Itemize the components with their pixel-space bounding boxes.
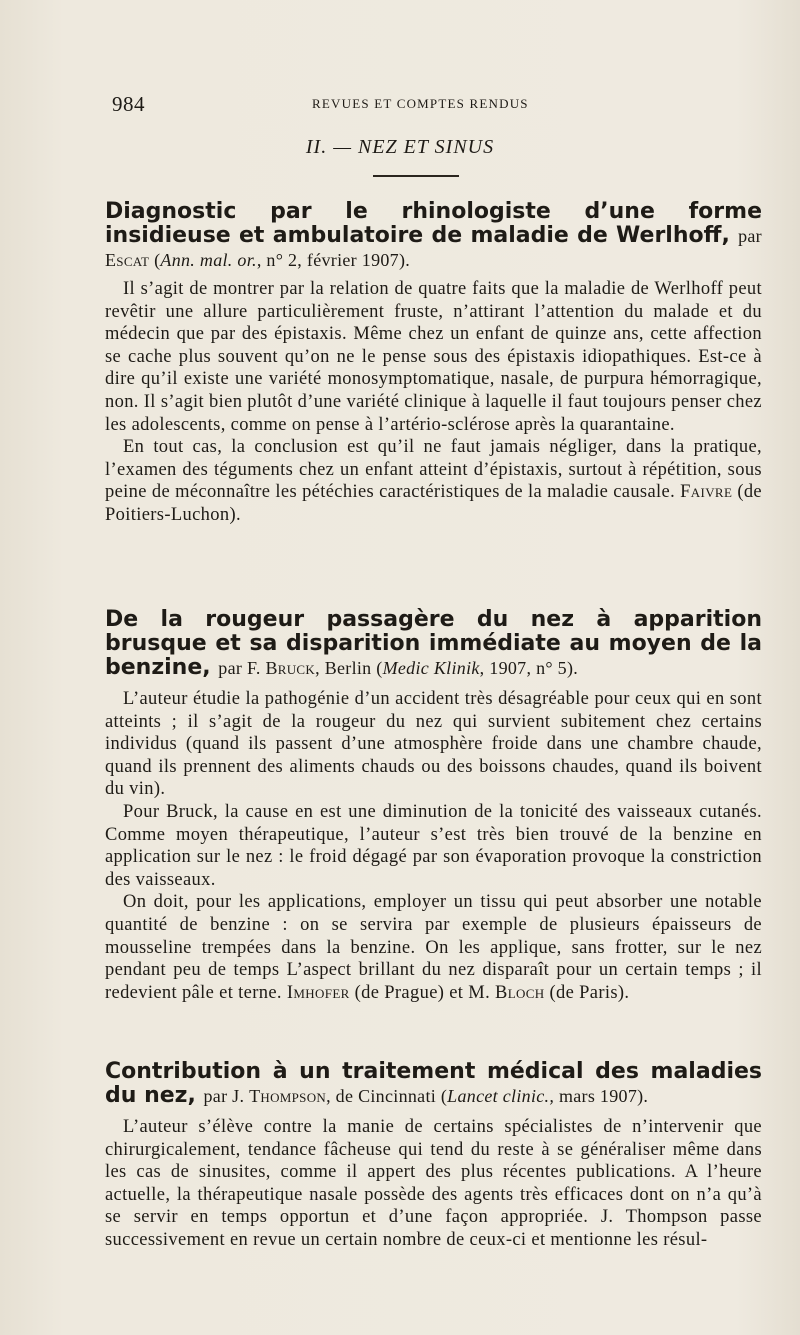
article-paragraph: L’auteur s’élève contre la manie de certains spécialistes de n’intervenir que chirurgicalement, tendance fâcheuse qui tend du reste à se généraliser même dans les cas de sinusites, comme il appert des plus récentes publications. A l’heure actuelle, la thérapeutique nasale possède des agents très efficaces dont on n’a qu’à se servir en temps opportun et d’une façon appropriée. J. Thompson passe successivement en revue un certain nombre de ceux-ci et mentionne les résul- — [105, 1117, 762, 1250]
signature-name: Imhofer — [286, 982, 350, 1003]
article-title: Diagnostic par le rhinologiste d’une forme insidieuse et ambulatoire de maladie de Werlhoff, — [105, 199, 762, 248]
article-benzine — [105, 608, 762, 1004]
article-citation: par F. Bruck, Berlin (Medic Klinik, 1907, n° 5). — [218, 658, 579, 678]
article-paragraph: En tout cas, la conclusion est qu’il ne faut jamais négliger, dans la pratique, l’examen des téguments chez un enfant atteint d’épistaxis, surtout à répétition, sous peine de méconnaître les pétéchies caractéristiques de la maladie causale. Faivre (de Poitiers-Luchon). — [105, 437, 762, 525]
article-heading — [105, 1060, 762, 1108]
article-citation: par J. Thompson, de Cincinnati (Lancet clinic., mars 1907). — [203, 1086, 649, 1106]
running-title: REVUES ET COMPTES RENDUS — [312, 96, 529, 111]
signature-name: Faivre — [680, 482, 733, 503]
author-name: Thompson — [249, 1086, 327, 1106]
author-name: Escat — [105, 250, 150, 270]
page-number: 984 — [112, 92, 145, 116]
signature-name: Bloch — [495, 982, 545, 1003]
author-name: Bruck — [265, 658, 316, 678]
section-rule — [373, 175, 459, 177]
article-thompson — [105, 1060, 762, 1252]
article-paragraph: L’auteur étudie la pathogénie d’un accident très désagréable pour ceux qui en sont atteints ; il s’agit de la rougeur du nez qui survient subitement chez certains individus (quand ils passent d’une atmosphère froide dans une chambre chaude, quand ils prennent des aliments chauds ou des boissons chaudes, quand ils boivent du vin). — [105, 689, 762, 800]
article-paragraph: Il s’agit de montrer par la relation de quatre faits que la maladie de Werlhoff peut revêtir une allure particulièrement fruste, n’attirant l’attention du malade et du médecin que par des épistaxis. Même chez un enfant de quinze ans, cette affection se cache plus souvent qu’on ne le pense sous des épistaxis idiopathiques. Est-ce à dire qu’il existe une variété monosymptomatique, nasale, de purpura hémorragique, non. Il s’agit bien plutôt d’une variété clinique à laquelle il faut toujours penser chez les adolescents, comme on pense à l’artério-sclérose après la quarantaine. — [105, 279, 762, 435]
journal-name: Ann. mal. or. — [160, 250, 257, 270]
article-paragraph: Pour Bruck, la cause en est une diminution de la tonicité des vaisseaux cutanés. Comme moyen thérapeutique, l’auteur s’est très bien trouvé de la benzine en application sur le nez : le froid dégagé par son évaporation provoque la constriction des vaisseaux. — [105, 801, 762, 890]
article-werlhoff — [105, 200, 762, 527]
signature-place: (de Poitiers-Luchon). — [105, 482, 762, 525]
article-heading — [105, 200, 762, 272]
journal-name: Lancet clinic., — [447, 1086, 555, 1106]
article-heading — [105, 608, 762, 680]
journal-name: Medic Klinik — [382, 658, 480, 678]
section-title: II. — NEZ ET SINUS — [305, 136, 495, 158]
article-paragraph: On doit, pour les applications, employer un tissu qui peut absorber une notable quantité de benzine : on se servira par exemple de plusieurs épaisseurs de mousseline trempées dans la benzine. On les applique, sans frotter, sur le nez pendant peu de temps L’aspect brillant du nez disparaît pour un certain temps ; il redevient pâle et terne. Imhofer (de Prague) et M. Bloch (de Paris). — [105, 892, 762, 1003]
article-title: De la rougeur passagère du nez à apparition brusque et sa disparition immédiate au moyen de la benzine, — [105, 607, 762, 680]
running-head — [112, 92, 760, 116]
article-title: Contribution à un traitement médical des maladies du nez, — [105, 1059, 762, 1108]
article-citation: par Escat (Ann. mal. or., n° 2, février 1907). — [105, 226, 762, 270]
